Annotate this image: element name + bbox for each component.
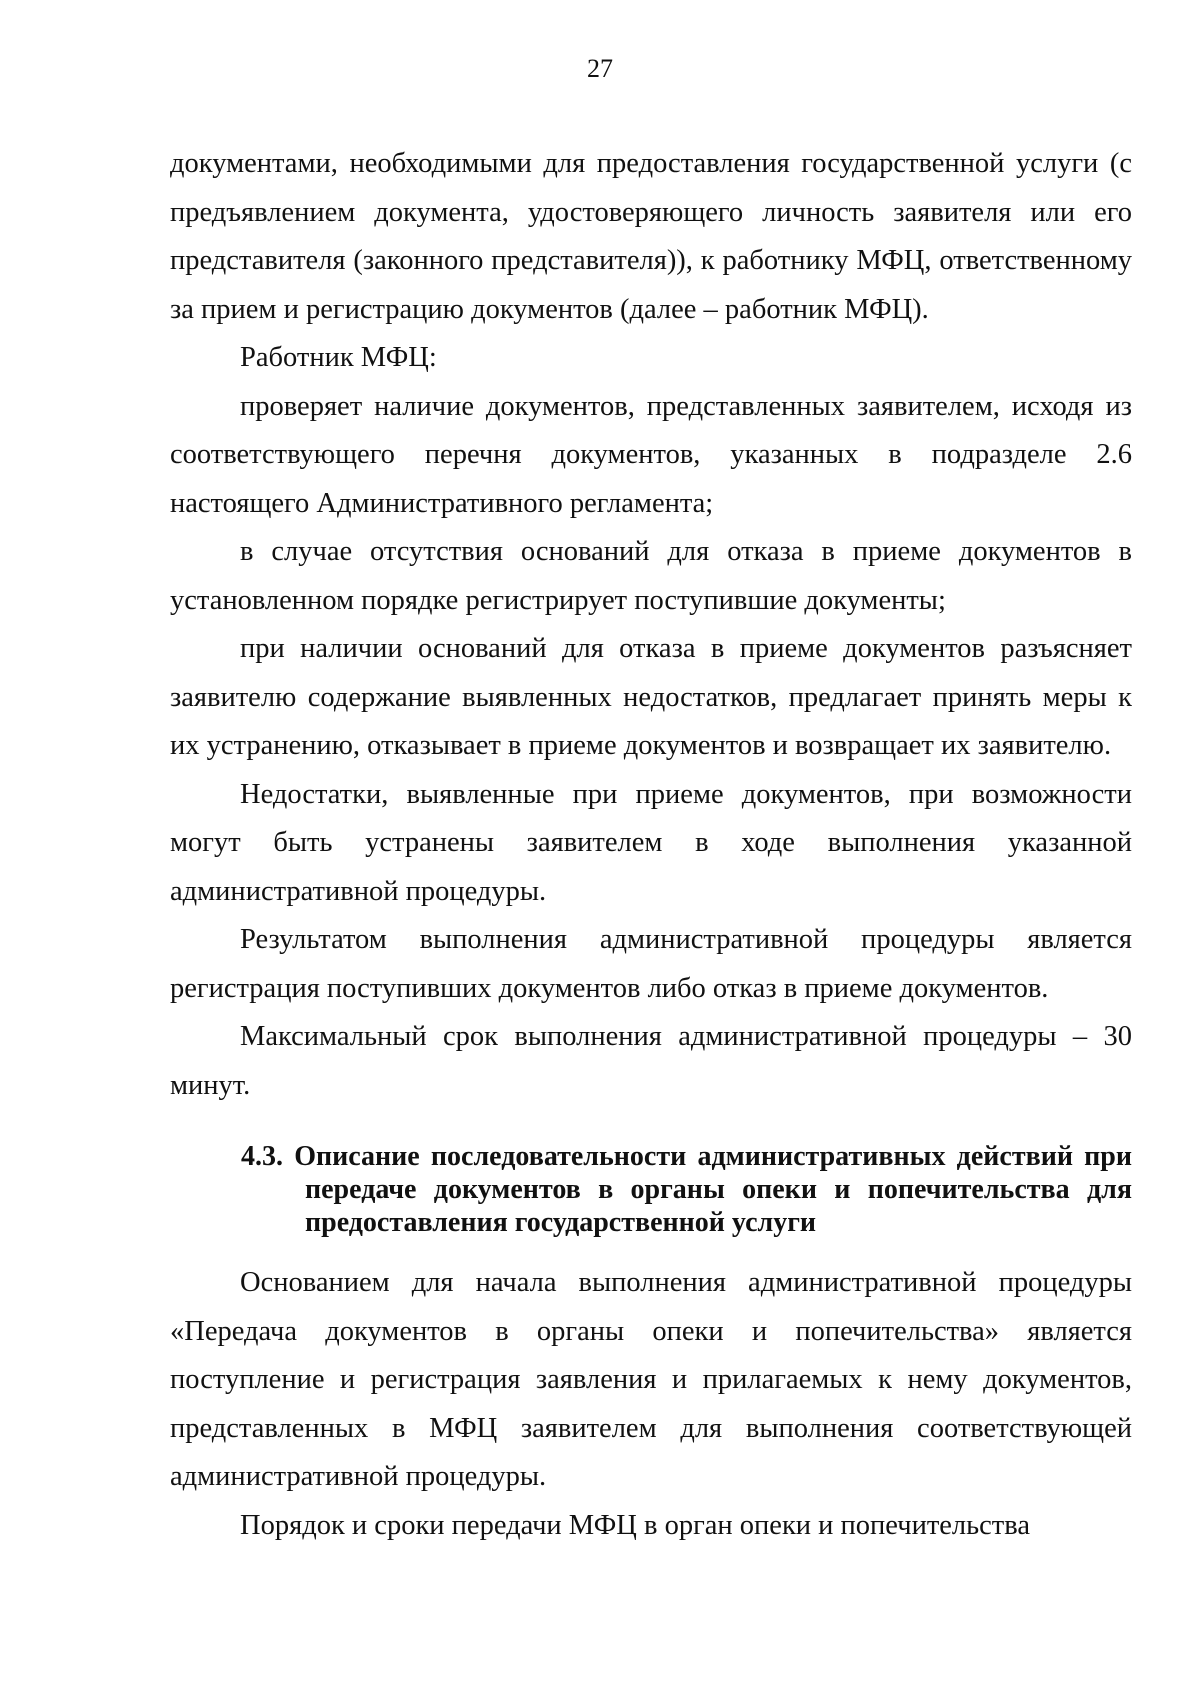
section-title: Описание последовательности административных действий при передаче документов в органы опеки и попечительства для предоставления государственной услуги (294, 1141, 1132, 1238)
document-body (170, 140, 1132, 1550)
section-number: 4.3. (241, 1141, 283, 1172)
paragraph: проверяет наличие документов, представленных заявителем, исходя из соответствующего перечня документов, указанных в подразделе 2.6 настоящего Административного регламента; (170, 390, 1132, 519)
paragraph: Максимальный срок выполнения административной процедуры – 30 минут. (170, 1021, 1132, 1101)
paragraph: Основанием для начала выполнения административной процедуры «Передача документов в органы опеки и попечительства» является поступление и регистрация заявления и прилагаемых к нему документов, представленных в МФЦ заявителем для выполнения соответствующей административной процедуры. (170, 1267, 1132, 1492)
paragraph: Работник МФЦ: (240, 342, 437, 373)
paragraph: документами, необходимыми для предоставления государственной услуги (с предъявлением документа, удостоверяющего личность заявителя или его представителя (законного представителя)), к работнику МФЦ, ответственному за прием и регистрацию документов (далее – работник МФЦ). (170, 148, 1132, 325)
paragraph: Порядок и сроки передачи МФЦ в орган опеки и попечительства (240, 1509, 1030, 1541)
paragraph: в случае отсутствия оснований для отказа в приеме документов в установленном порядке регистрирует поступившие документы; (170, 536, 1132, 616)
paragraph: при наличии оснований для отказа в приеме документов разъясняет заявителю содержание выявленных недостатков, предлагает принять меры к их устранению, отказывает в приеме документов и возвращает их заявителю. (170, 633, 1132, 761)
paragraph: Результатом выполнения административной процедуры является регистрация поступивших документов либо отказ в приеме документов. (170, 924, 1132, 1004)
section-heading (170, 1140, 1132, 1239)
paragraph: Недостатки, выявленные при приеме документов, при возможности могут быть устранены заявителем в ходе выполнения указанной административной процедуры. (170, 778, 1132, 907)
page-number: 27 (587, 54, 613, 83)
